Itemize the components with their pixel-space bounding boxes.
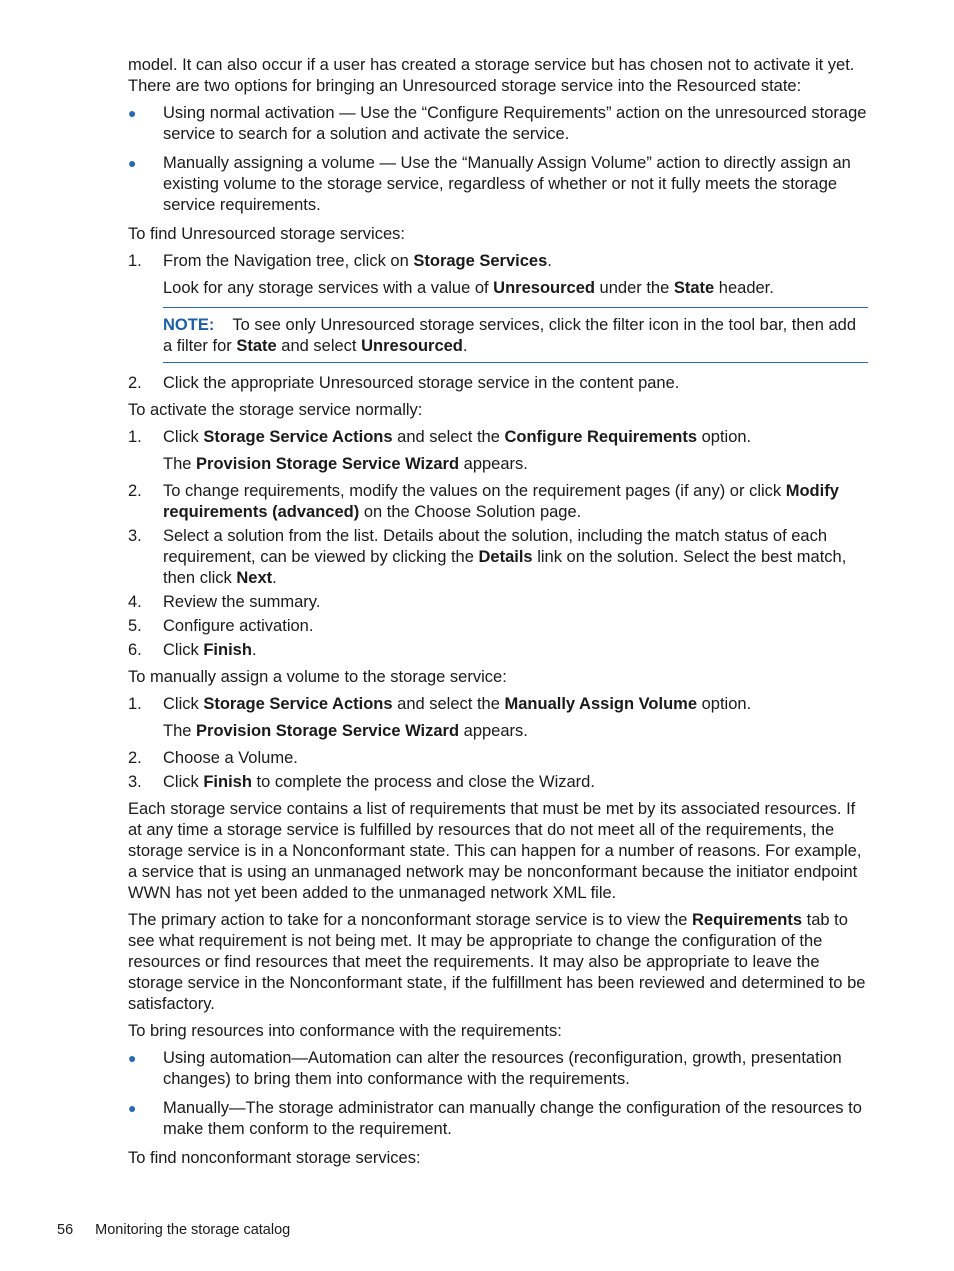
- page-number: 56: [57, 1222, 74, 1238]
- bullet-icon: ●: [128, 155, 137, 171]
- manual-assign-heading: To manually assign a volume to the storage service:: [128, 668, 507, 686]
- find-unresourced-heading: To find Unresourced storage services:: [128, 225, 405, 243]
- bullet-icon: ●: [128, 105, 137, 121]
- list-item: 6. Click Finish.: [128, 641, 257, 659]
- find-unresourced-steps: [128, 251, 868, 394]
- primary-action-paragraph: The primary action to take for a nonconformant storage service is to view the Requirements tab to see what requirement is not being met. It may be appropriate to change the configuration of the resources or find resources that meet the requirements. It may also be appropriate to leave the storage service in the Nonconformant state, if the fulfillment has been reviewed and determined to be satisfactory.: [128, 911, 866, 1013]
- activate-normally-heading: To activate the storage service normally:: [128, 401, 423, 419]
- list-item: 2. Click the appropriate Unresourced storage service in the content pane.: [128, 374, 680, 392]
- list-item: 1. From the Navigation tree, click on Storage Services. Look for any storage services with a value of Unresourced under the State header. NOTE: To see only Unresourced storage services, click the filter icon in the tool bar, then add a filter for State and select Unresourced.: [128, 251, 868, 363]
- list-item: 4. Review the summary.: [128, 593, 321, 611]
- list-item: ● Manually assigning a volume — Use the “Manually Assign Volume” action to directly assign an existing volume to the storage service, regardless of whether or not it fully meets the storage service requirements.: [128, 154, 851, 214]
- step-detail: The Provision Storage Service Wizard appears.: [163, 455, 528, 473]
- intro-paragraph: model. It can also occur if a user has created a storage service but has chosen not to activate it yet. There are two options for bringing an Unresourced storage service into the Resourced state:: [128, 56, 855, 95]
- list-item: 3. Select a solution from the list. Details about the solution, including the match status of each requirement, can be viewed by clicking the Details link on the solution. Select the best match, then click Next.: [128, 527, 847, 587]
- list-item: 1. Click Storage Service Actions and select the Manually Assign Volume option. The Provision Storage Service Wizard appears.: [128, 694, 868, 742]
- page-footer: [57, 1222, 290, 1238]
- step-detail: The Provision Storage Service Wizard appears.: [163, 722, 528, 740]
- nonconformant-paragraph: Each storage service contains a list of requirements that must be met by its associated resources. If at any time a storage service is fulfilled by resources that do not meet all of the requirements, the storage service is in a Nonconformant state. This can happen for a number of reasons. For example, a service that is using an unmanaged network may be nonconformant because the initiator endpoint WWN has not yet been added to the unmanaged network XML file.: [128, 800, 862, 902]
- bullet-icon: ●: [128, 1100, 137, 1116]
- bullet-icon: ●: [128, 1050, 137, 1066]
- conformance-heading: To bring resources into conformance with the requirements:: [128, 1022, 562, 1040]
- list-item: 1. Click Storage Service Actions and select the Configure Requirements option. The Provision Storage Service Wizard appears.: [128, 427, 868, 475]
- footer-section-title: Monitoring the storage catalog: [95, 1222, 291, 1238]
- list-item: 3. Click Finish to complete the process and close the Wizard.: [128, 773, 595, 791]
- note-label: NOTE:: [163, 316, 215, 334]
- list-item: 2. To change requirements, modify the values on the requirement pages (if any) or click Modify requirements (advanced) on the Choose Solution page.: [128, 482, 839, 521]
- list-item: ● Manually—The storage administrator can manually change the configuration of the resources to make them conform to the requirement.: [128, 1099, 862, 1138]
- list-item: ● Using normal activation — Use the “Configure Requirements” action on the unresourced storage service to search for a solution and activate the service.: [128, 104, 867, 143]
- find-nonconformant-heading: To find nonconformant storage services:: [128, 1149, 421, 1167]
- activate-normally-steps: [128, 427, 868, 661]
- conformance-options-list: [128, 1048, 868, 1140]
- list-item: 5. Configure activation.: [128, 617, 314, 635]
- manual-assign-steps: [128, 694, 868, 793]
- note-box: NOTE: To see only Unresourced storage services, click the filter icon in the tool bar, then add a filter for State and select Unresourced.: [163, 307, 868, 363]
- activation-options-list: [128, 103, 868, 216]
- list-item: ● Using automation—Automation can alter the resources (reconfiguration, growth, presentation changes) to bring them into conformance with the requirements.: [128, 1049, 842, 1088]
- step-detail: Look for any storage services with a value of Unresourced under the State header.: [163, 279, 774, 297]
- page-content: [128, 55, 868, 1175]
- list-item: 2. Choose a Volume.: [128, 749, 298, 767]
